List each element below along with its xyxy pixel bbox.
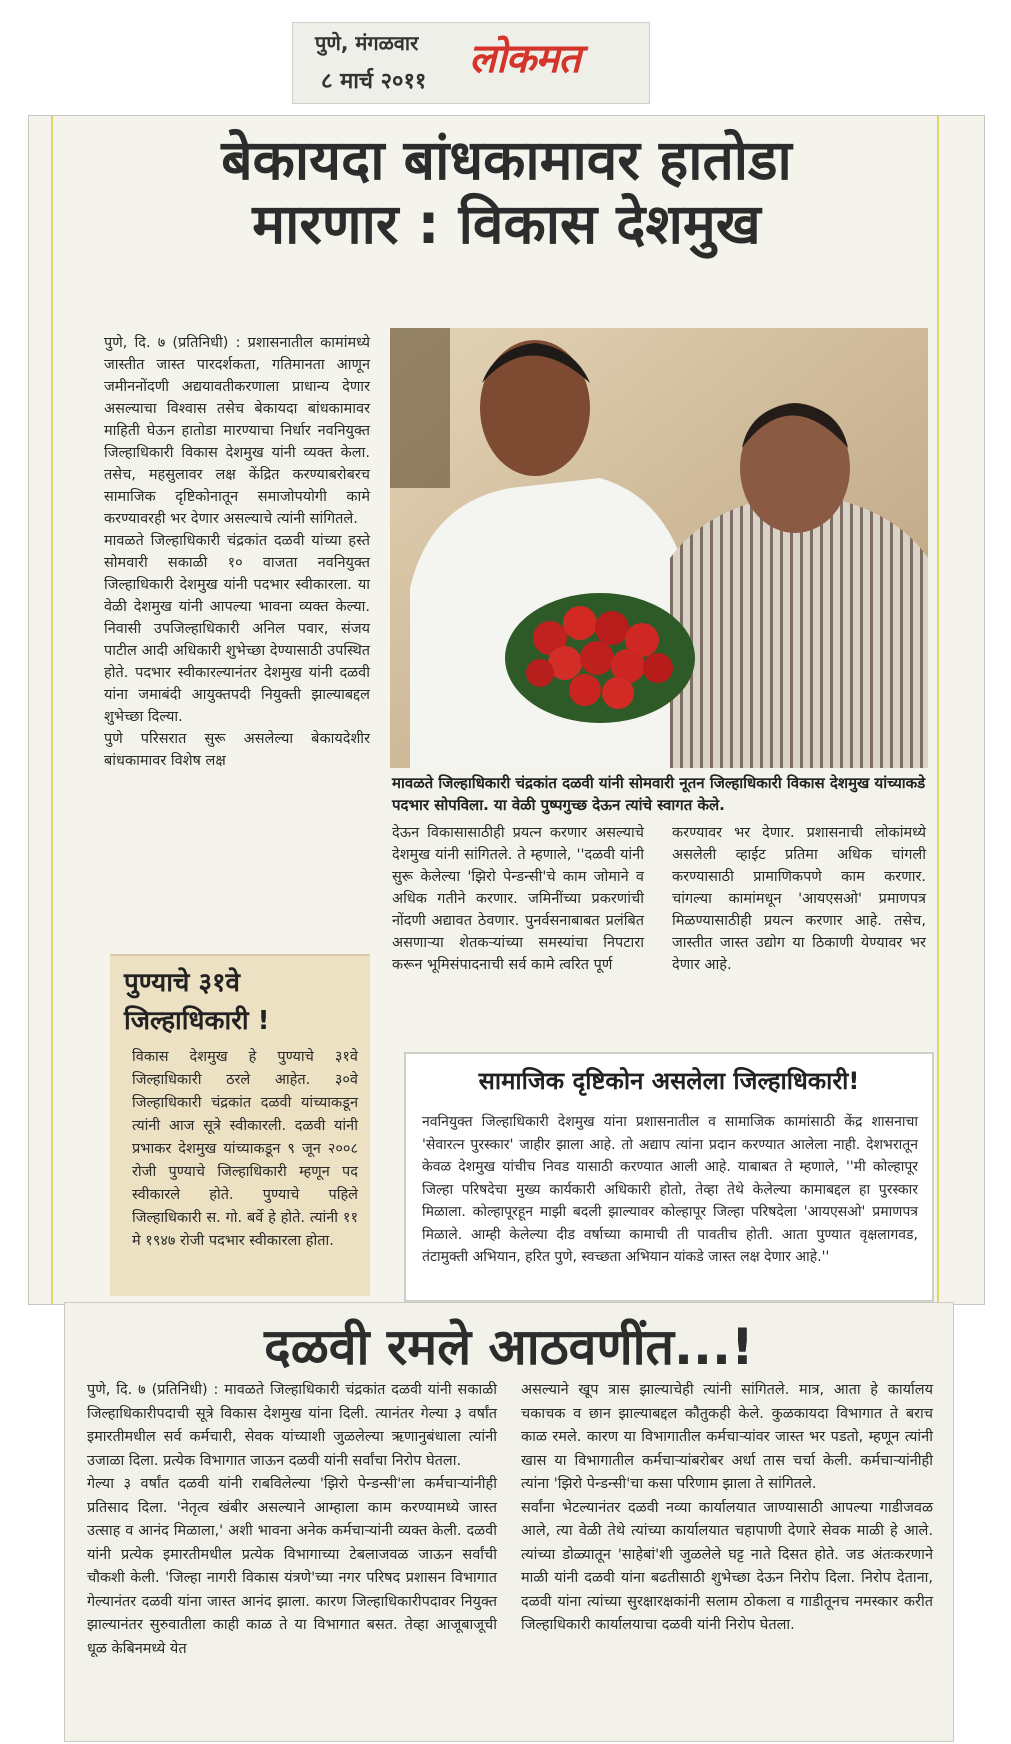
article2-column-1: पुणे, दि. ७ (प्रतिनिधी) : मावळते जिल्हाधिकारी चंद्रकांत दळवी यांनी सकाळी जिल्हाधिकारीपदाची सूत्रे विकास देशमुख यांना दिली. त्यानंतर गेल्या ३ वर्षांत इमारतीमधील सर्व कर्मचारी, सेवक यांच्याशी जुळलेल्या ऋणानुबंधाला त्यांनी उजाळा दिला. प्रत्येक विभागात जाऊन दळवी यांनी सर्वांचा निरोप घेतला. गेल्या ३ वर्षांत दळवी यांनी राबविलेल्या 'झिरो पेन्डन्सी'ला कर्मचाऱ्यांनीही प्रतिसाद दिला. 'नेतृत्व खंबीर असल्याने आम्हाला काम करण्यामध्ये जास्त उत्साह व आनंद मिळाला,' अशी भावना अनेक कर्मचाऱ्यांनी व्यक्त केली. दळवी यांनी प्रत्येक इमारतीमधील प्रत्येक विभागाच्या टेबलाजवळ जाऊन सर्वांची चौकशी केली. 'जिल्हा नागरी विकास यंत्रणे'च्या नगर परिषद प्रशासन विभागात गेल्यानंतर दळवी यांना जास्त आनंद झाला. कारण जिल्हाधिकारीपदावर नियुक्त झाल्यानंतर सुरुवातीला काही काळ ते या विभागात बसत. तेव्हा आजूबाजूची धूळ केबिनमध्ये येत: [87, 1382, 497, 1657]
masthead-date: ८ मार्च २०११: [321, 69, 427, 94]
sidebar-box: [110, 954, 370, 1296]
main-headline: [29, 128, 984, 257]
article1-column-2: देऊन विकासासाठीही प्रयत्न करणार असल्याचे देशमुख यांनी सांगितले. ते म्हणाले, ''दळवी यांनी सुरू केलेल्या 'झिरो पेन्डन्सी'चे काम जोमाने व अधिक गतीने करणार. जमिनींच्या प्रकरणांची नोंदणी अद्यावत ठेवणार. पुनर्वसनाबाबत प्रलंबित असणाऱ्या शेतकऱ्यांच्या समस्यांचा निपटारा करून भूमिसंपादनाची सर्व कामे त्वरित पूर्ण: [392, 825, 644, 973]
social-box-text: नवनियुक्त जिल्हाधिकारी देशमुख यांना प्रशासनातील व सामाजिक कामांसाठी केंद्र शासनाचा 'सेवारत्न पुरस्कार' जाहीर झाला आहे. तो अद्याप त्यांना प्रदान करण्यात आलेला नाही. देशभरातून केवळ देशमुख यांचीच निवड यासाठी करण्यात आली आहे. याबाबत ते म्हणाले, ''मी कोल्हापूर जिल्हा परिषदेचा मुख्य कार्यकारी अधिकारी होतो, तेव्हा तेथे केलेल्या कामाबद्दल हा पुरस्कार मिळाला. कोल्हापूरहून माझी बदली झाल्यावर कोल्हापूर जिल्हा परिषदेला 'आयएसओ' प्रमाणपत्र मिळाले. आम्ही केलेल्या दीड वर्षाच्या कामाची ती पावतीच होती. आता पुण्यात वृक्षलागवड, तंटामुक्ती अभियान, हरित पुणे, स्वच्छता अभियान यांकडे जास्त लक्ष देणार आहे.'': [422, 1114, 918, 1265]
social-perspective-box: [404, 1052, 934, 1302]
photo-emblem-area: [390, 328, 450, 488]
article1-column-3: करण्यावर भर देणार. प्रशासनाची लोकांमध्ये असलेली व्हाईट प्रतिमा अधिक चांगली करण्यासाठी प्रामाणिकपणे काम करणार. चांगल्या कामांमधून 'आयएसओ' प्रमाणपत्र मिळण्यासाठीही प्रयत्न करणार आहे. तसेच, जास्तीत जास्त उद्योग या ठिकाणी येण्यावर भर देणार आहे.: [672, 825, 926, 973]
photo-officials-handover: [390, 328, 928, 768]
social-box-title: सामाजिक दृष्टिकोन असलेला जिल्हाधिकारी!: [478, 1067, 860, 1095]
man-right-shirt: [670, 493, 928, 768]
lokmat-logo: लोकमत: [469, 36, 580, 82]
article2-column-2: असल्याने खूप त्रास झाल्याचेही त्यांनी सांगितले. मात्र, आता हे कार्यालय चकाचक व छान झाल्याबद्दल कौतुकही केले. कुळकायदा विभागात ते बराच काळ रमले. कारण या विभागातील कर्मचाऱ्यांवर जास्त भर पडतो, म्हणून त्यांनी खास या विभागातील कर्मचाऱ्यांबरोबर अर्धा तास चर्चा केली. कर्मचाऱ्यांनीही त्यांना 'झिरो पेन्डन्सी'चा कसा परिणाम झाला ते सांगितले. सर्वांना भेटल्यानंतर दळवी नव्या कार्यालयात जाण्यासाठी आपल्या गाडीजवळ आले, त्या वेळी तेथे त्यांच्या कार्यालयात चहापाणी देणारे सेवक माळी हे आले. त्यांच्या डोळ्यातून 'साहेबां'शी जुळलेले घट्ट नाते दिसत होते. जड अंतःकरणाने माळी यांनी दळवी यांना बढतीसाठी शुभेच्छा देऊन निरोप दिला. निरोप देताना, दळवी यांना त्यांच्या सुरक्षारक्षकांनी सलाम ठोकला व गाडीतूनच नमस्कार करीत जिल्हाधिकारी कार्यालयाचा दळवी यांनी निरोप घेतला.: [521, 1382, 933, 1633]
headline-line-1: बेकायदा बांधकामावर हातोडा: [221, 128, 792, 192]
headline-line-2: मारणार : विकास देशमुख: [252, 192, 761, 257]
photo-caption: मावळते जिल्हाधिकारी चंद्रकांत दळवी यांनी सोमवारी नूतन जिल्हाधिकारी विकास देशमुख यांच्याकडे पदभार सोपविला. या वेळी पुष्पगुच्छ देऊन त्यांचे स्वागत केले.: [392, 774, 926, 814]
masthead: [292, 22, 650, 104]
rose-bouquet: [505, 593, 695, 723]
sidebar-title: पुण्याचे ३१वे जिल्हाधिकारी !: [124, 968, 270, 1036]
column-rule-left: [51, 116, 53, 1304]
masthead-city-day: पुणे, मंगळवार: [315, 31, 419, 55]
sidebar-text: विकास देशमुख हे पुण्याचे ३१वे जिल्हाधिकारी ठरले आहेत. ३०वे जिल्हाधिकारी चंद्रकांत दळवी यांच्याकडून त्यांनी आज सूत्रे स्वीकारली. दळवी यांनी प्रभाकर देशमुख यांच्याकडून ९ जून २००८ रोजी पुण्याचे जिल्हाधिकारी म्हणून पद स्वीकारले होते. पुण्याचे पहिले जिल्हाधिकारी स. गो. बर्वे हे होते. त्यांनी ११ मे १९४७ रोजी पदभार स्वीकारला होता.: [132, 1049, 358, 1249]
column-rule-right: [937, 116, 939, 1304]
article1-column-1: पुणे, दि. ७ (प्रतिनिधी) : प्रशासनातील कामांमध्ये जास्तीत जास्त पारदर्शकता, गतिमानता आणून जमीननोंदणी अद्ययावतीकरणाला प्राधान्य देणार असल्याचा विश्वास तसेच बेकायदा बांधकामावर माहिती घेऊन हातोडा मारण्याचा निर्धार नवनियुक्त जिल्हाधिकारी विकास देशमुख यांनी व्यक्त केला. तसेच, महसुलावर लक्ष केंद्रित करण्याबरोबरच सामाजिक दृष्टिकोनातून समाजोपयोगी कामे करण्यावरही भर देणार असल्याचे त्यांनी सांगितले. मावळते जिल्हाधिकारी चंद्रकांत दळवी यांच्या हस्ते सोमवारी सकाळी १० वाजता नवनियुक्त जिल्हाधिकारी देशमुख यांनी पदभार स्वीकारला. या वेळी देशमुख यांनी आपल्या भावना व्यक्त केल्या. निवासी उपजिल्हाधिकारी अनिल पवार, संजय पाटील आदी अधिकारी शुभेच्छा देण्यासाठी उपस्थित होते. पदभार स्वीकारल्यानंतर देशमुख यांनी दळवी यांना जमाबंदी आयुक्तपदी नियुक्ती झाल्याबद्दल शुभेच्छा दिल्या. पुणे परिसरात सुरू असलेल्या बेकायदेशीर बांधकामावर विशेष लक्ष: [104, 335, 370, 769]
article-clipping-dalvi: [64, 1302, 954, 1742]
news-photo: [390, 328, 928, 768]
dalvi-headline: दळवी रमले आठवणींत...!: [264, 1318, 754, 1376]
